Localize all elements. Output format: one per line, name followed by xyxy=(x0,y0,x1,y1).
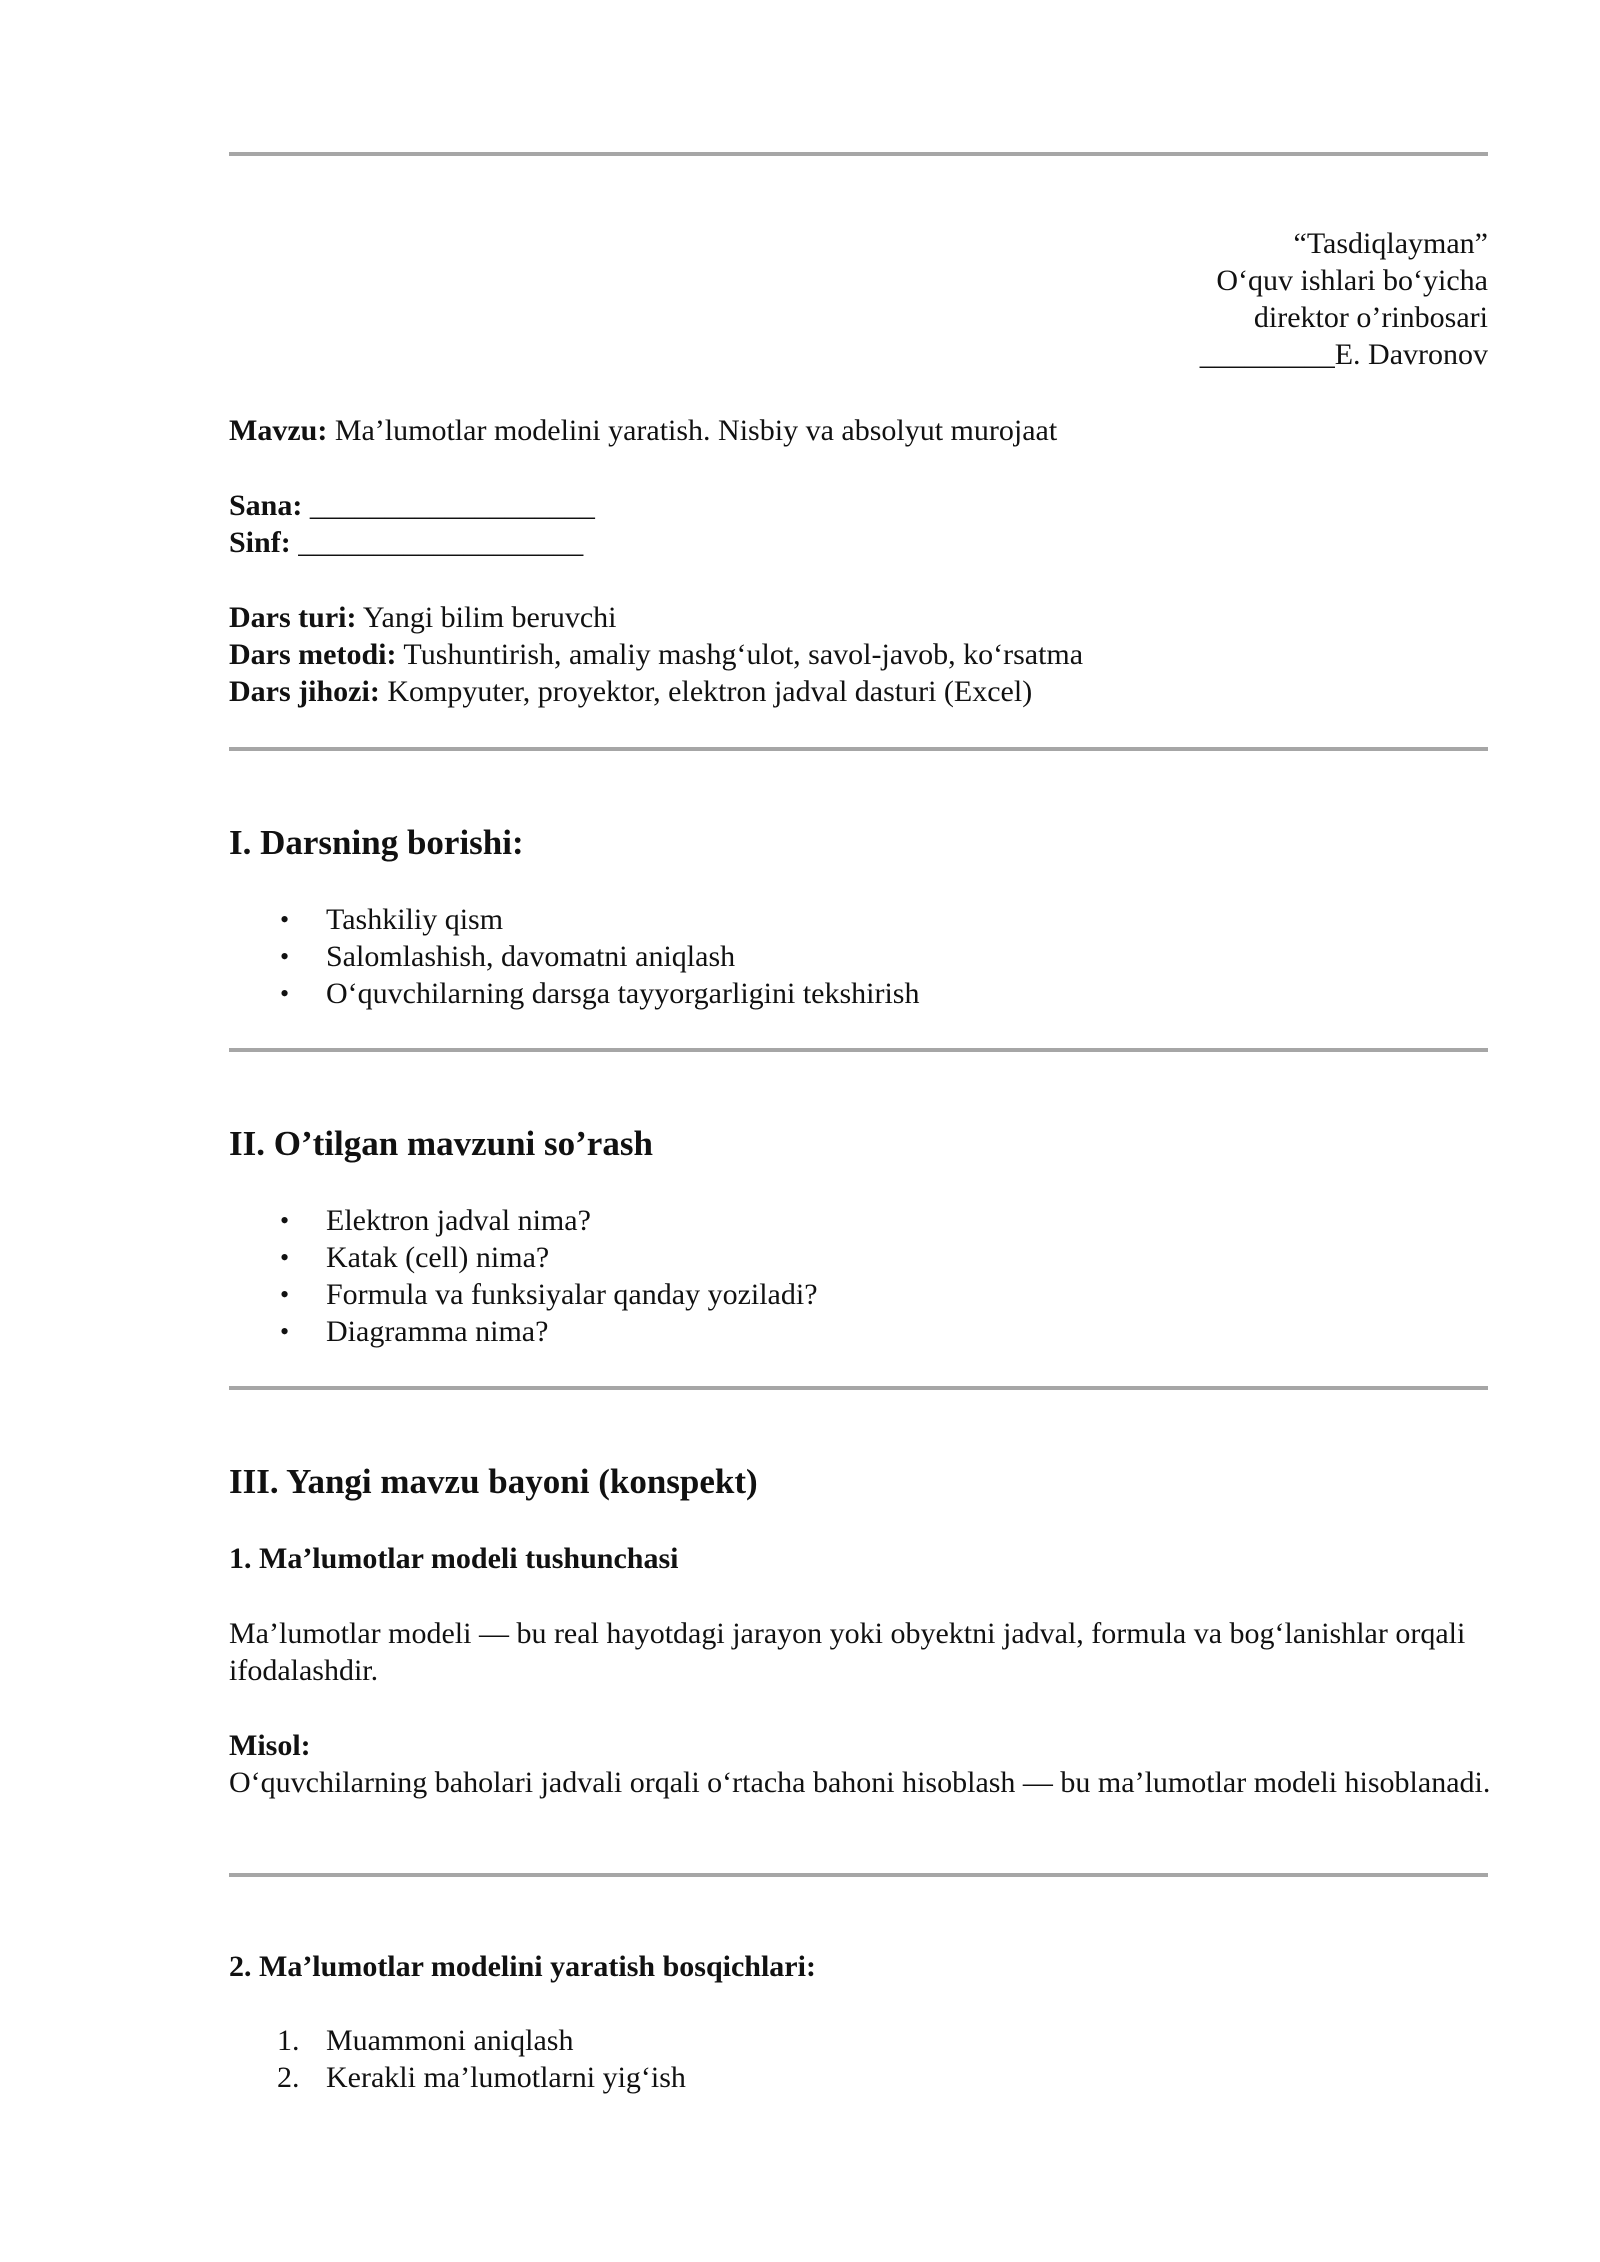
class-blank: ___________________ xyxy=(290,526,584,559)
lesson-equipment-line xyxy=(229,673,1032,710)
list-number: 1. xyxy=(277,2024,300,2057)
date-label: Sana: xyxy=(229,489,303,522)
section-heading: III. Yangi mavzu bayoni (konspekt) xyxy=(229,1462,758,1501)
lesson-method-label: Dars metodi: xyxy=(229,638,397,671)
topic-line xyxy=(229,412,1057,449)
list-item-text: Kerakli ma’lumotlarni yig‘ish xyxy=(326,2061,686,2094)
bullet-marker: • xyxy=(280,1243,290,1272)
horizontal-rule xyxy=(229,1048,1488,1052)
lesson-equipment-label: Dars jihozi: xyxy=(229,675,380,708)
lesson-type-label: Dars turi: xyxy=(229,601,357,634)
topic-value: Ma’lumotlar modelini yaratish. Nisbiy va absolyut murojaat xyxy=(327,414,1058,447)
bullet-list xyxy=(229,1202,818,1350)
approval-signature: _________E. Davronov xyxy=(1199,338,1488,371)
horizontal-rule xyxy=(229,747,1488,751)
lesson-type-value: Yangi bilim beruvchi xyxy=(356,601,617,634)
class-line xyxy=(229,524,583,561)
list-item xyxy=(229,1276,818,1313)
subsection-heading: 2. Ma’lumotlar modelini yaratish bosqichlari: xyxy=(229,1950,816,1983)
horizontal-rule xyxy=(229,152,1488,156)
horizontal-rule xyxy=(229,1873,1488,1877)
lesson-method-value: Tushuntirish, amaliy mashg‘ulot, savol-javob, ko‘rsatma xyxy=(396,638,1084,671)
list-item xyxy=(229,1202,818,1239)
list-item xyxy=(229,2022,686,2059)
section-heading: I. Darsning borishi: xyxy=(229,823,524,862)
bullet-marker: • xyxy=(280,979,290,1008)
list-item-text: Elektron jadval nima? xyxy=(326,1204,591,1237)
bullet-marker: • xyxy=(280,1317,290,1346)
list-item-text: O‘quvchilarning darsga tayyorgarligini tekshirish xyxy=(326,977,920,1010)
numbered-list xyxy=(229,2022,686,2096)
lesson-type-line xyxy=(229,599,616,636)
list-number: 2. xyxy=(277,2061,300,2094)
list-item-text: Katak (cell) nima? xyxy=(326,1241,550,1274)
approval-position: O‘quv ishlari bo‘yicha xyxy=(1216,264,1488,297)
horizontal-rule xyxy=(229,1386,1488,1390)
lesson-equipment-value: Kompyuter, proyektor, elektron jadval dasturi (Excel) xyxy=(379,675,1033,708)
bullet-marker: • xyxy=(280,1280,290,1309)
list-item-text: Diagramma nima? xyxy=(326,1315,549,1348)
list-item-text: Tashkiliy qism xyxy=(326,903,504,936)
list-item-text: Muammoni aniqlash xyxy=(326,2024,574,2057)
list-item xyxy=(229,1239,818,1276)
definition-paragraph: Ma’lumotlar modeli — bu real hayotdagi jarayon yoki obyektni jadval, formula va bog‘lanishlar orqali ifodalashdir. xyxy=(229,1617,1466,1687)
bullet-list xyxy=(229,901,919,1012)
approval-block xyxy=(1200,225,1488,373)
bullet-marker: • xyxy=(280,1206,290,1235)
subsection-heading: 1. Ma’lumotlar modeli tushunchasi xyxy=(229,1542,679,1575)
topic-label: Mavzu: xyxy=(229,414,328,447)
section-heading: II. O’tilgan mavzuni so’rash xyxy=(229,1124,653,1163)
lesson-method-line xyxy=(229,636,1083,673)
example-label: Misol: xyxy=(229,1729,311,1762)
class-label: Sinf: xyxy=(229,526,291,559)
list-item-text: Formula va funksiyalar qanday yoziladi? xyxy=(326,1278,818,1311)
list-item xyxy=(229,2059,686,2096)
approval-role: direktor o’rinbosari xyxy=(1253,301,1488,334)
list-item xyxy=(229,975,919,1012)
date-line xyxy=(229,487,595,524)
list-item xyxy=(229,938,919,975)
list-item-text: Salomlashish, davomatni aniqlash xyxy=(326,940,736,973)
bullet-marker: • xyxy=(280,905,290,934)
date-blank: ___________________ xyxy=(302,489,595,522)
approval-title: “Tasdiqlayman” xyxy=(1293,227,1488,260)
bullet-marker: • xyxy=(280,942,290,971)
list-item xyxy=(229,901,919,938)
list-item xyxy=(229,1313,818,1350)
example-paragraph: O‘quvchilarning baholari jadvali orqali o‘rtacha bahoni hisoblash — bu ma’lumotlar modeli hisoblanadi. xyxy=(229,1766,1491,1799)
